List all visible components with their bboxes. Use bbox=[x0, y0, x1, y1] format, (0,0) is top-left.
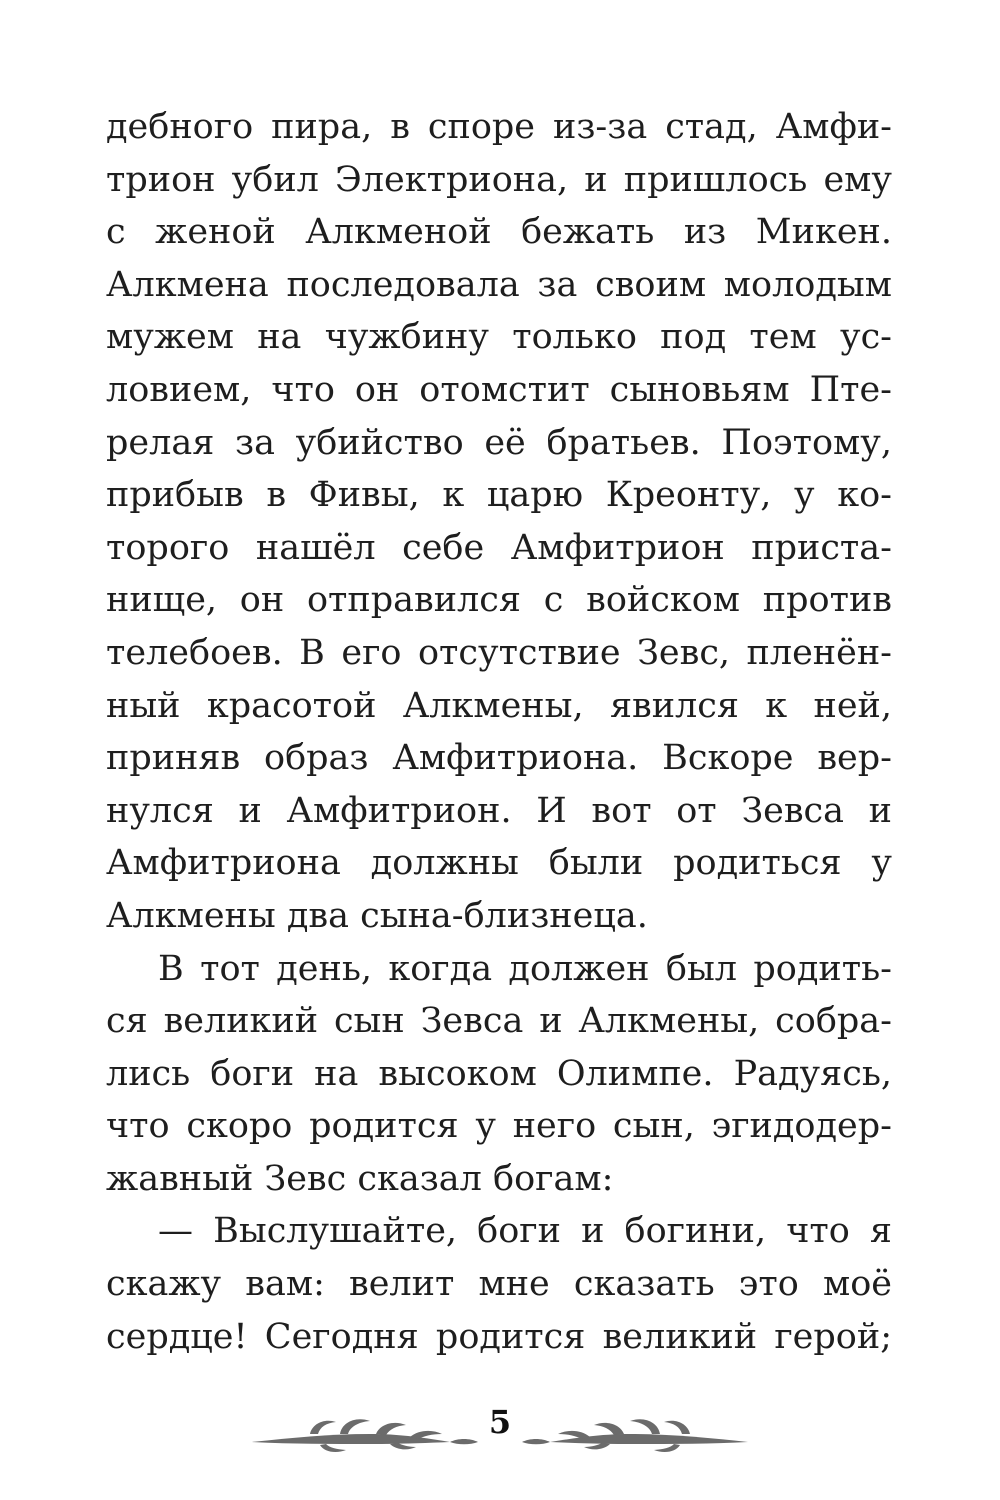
text-line: сердце! Сегодня родится великий герой; bbox=[106, 1316, 892, 1357]
text-line: Алкмены два сына-близнеца. bbox=[106, 895, 648, 936]
text-line: лись боги на высоком Олимпе. Радуясь, bbox=[106, 1053, 892, 1094]
text-line: скажу вам: велит мне сказать это моё bbox=[106, 1264, 892, 1305]
text-line: телебоев. В его отсутствие Зевс, пленён- bbox=[106, 632, 892, 673]
text-line: релая за убийство её братьев. Поэтому, bbox=[106, 422, 892, 463]
page-text bbox=[106, 101, 892, 1363]
text-line: мужем на чужбину только под тем ус- bbox=[106, 317, 892, 358]
text-line: что скоро родится у него сын, эгидодер- bbox=[106, 1106, 892, 1147]
text-line: нище, он отправился с войском против bbox=[106, 580, 892, 621]
text-line: ся великий сын Зевса и Алкмены, собра- bbox=[106, 1001, 892, 1042]
text-line: Алкмена последовала за своим молодым bbox=[106, 264, 892, 305]
text-line: — Выслушайте, боги и богини, что я bbox=[158, 1211, 892, 1252]
text-line: торого нашёл себе Амфитрион приста- bbox=[106, 527, 892, 568]
text-line: В тот день, когда должен был родить- bbox=[158, 948, 892, 989]
text-line: жавный Зевс сказал богам: bbox=[106, 1158, 614, 1199]
text-line: ный красотой Алкмены, явился к ней, bbox=[106, 685, 892, 726]
text-line: приняв образ Амфитриона. Вскоре вер- bbox=[106, 738, 892, 779]
ornament-left-icon bbox=[250, 1412, 480, 1456]
text-line: Амфитриона должны были родиться у bbox=[106, 843, 892, 884]
ornament-right-icon bbox=[520, 1412, 750, 1456]
text-line: дебного пира, в споре из-за стад, Амфи- bbox=[106, 107, 892, 147]
page-number: 5 bbox=[488, 1403, 512, 1441]
text-line: прибыв в Фивы, к царю Креонту, у ко- bbox=[106, 475, 892, 516]
text-line: ловием, что он отомстит сыновьям Пте- bbox=[106, 369, 892, 410]
page-footer bbox=[250, 1392, 750, 1464]
text-line: с женой Алкменой бежать из Микен. bbox=[106, 212, 892, 253]
text-line: нулся и Амфитрион. И вот от Зевса и bbox=[106, 790, 892, 831]
text-line: трион убил Электриона, и пришлось ему bbox=[106, 159, 892, 200]
